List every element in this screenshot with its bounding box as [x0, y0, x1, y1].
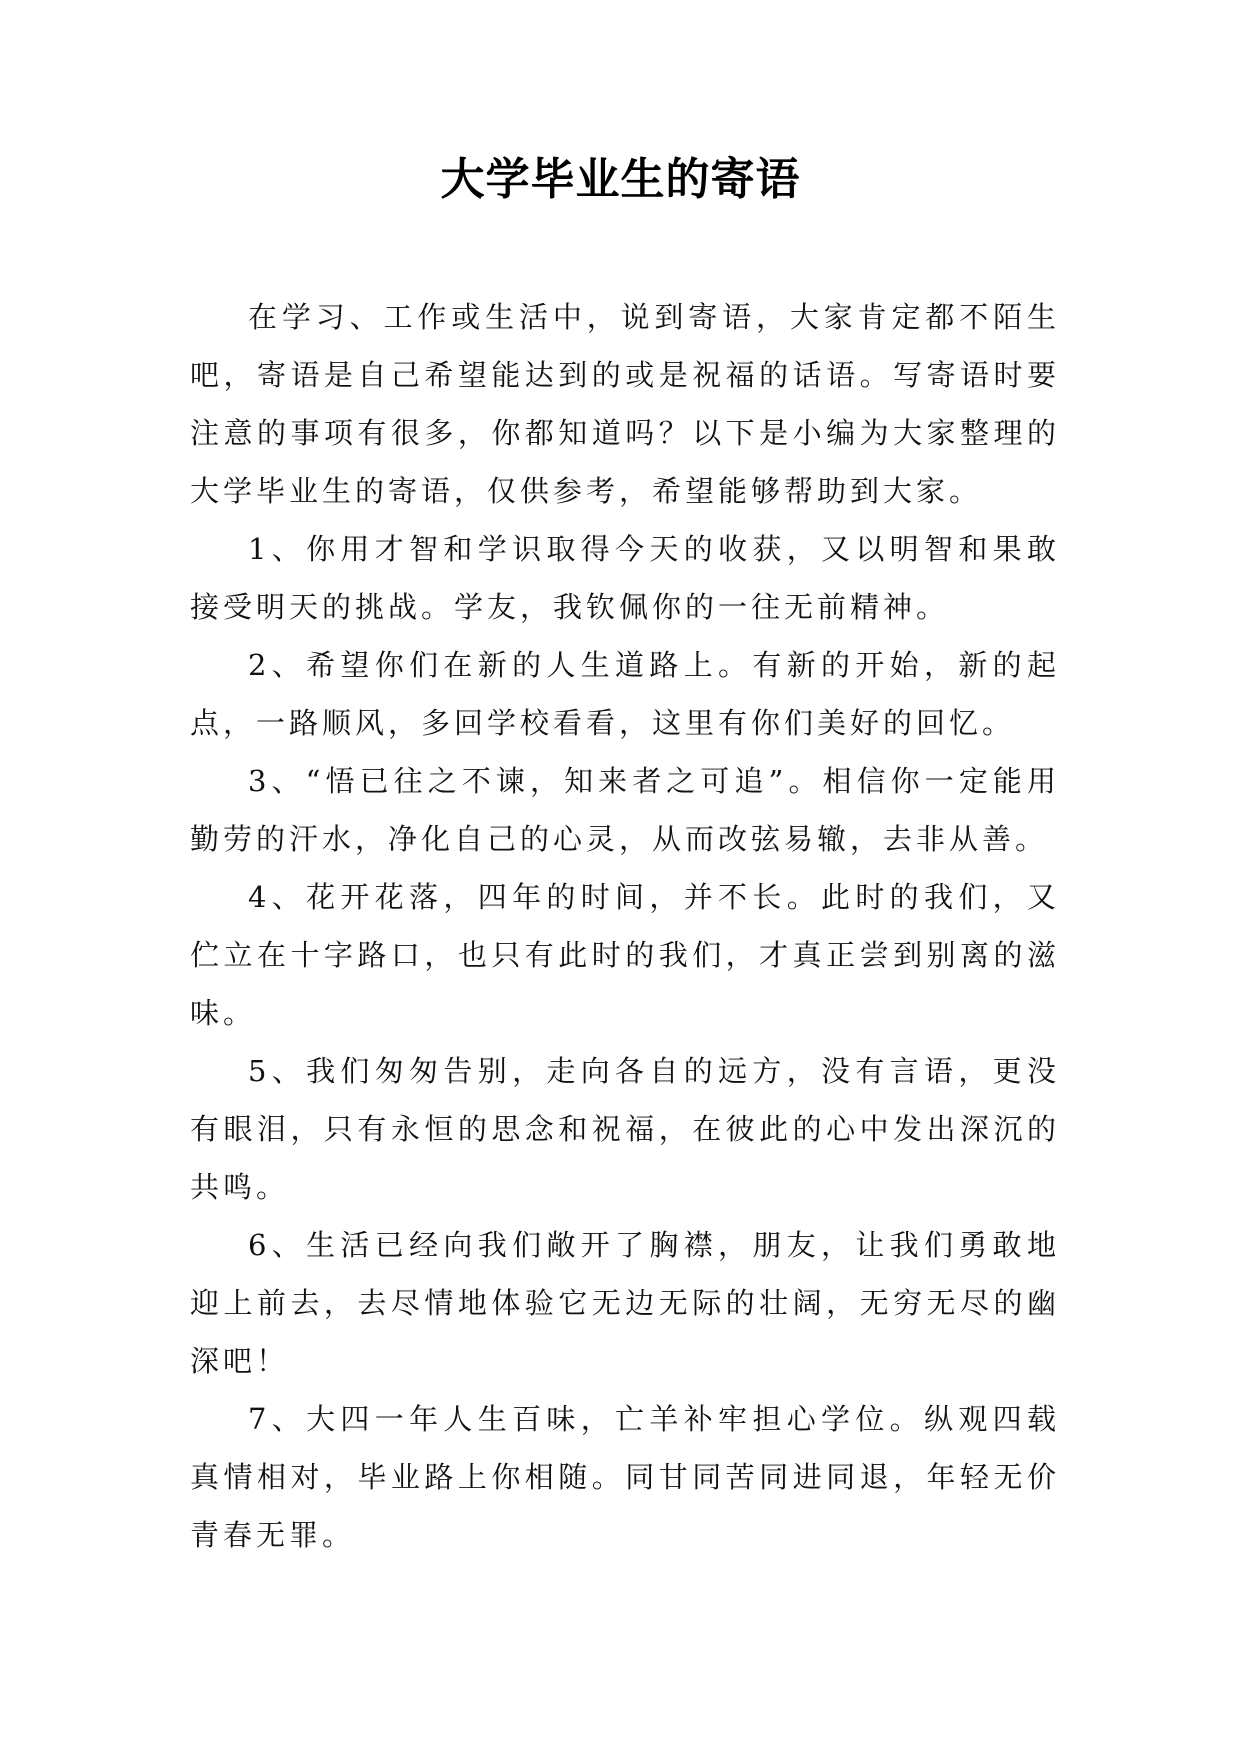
message-paragraph-4: 4、花开花落，四年的时间，并不长。此时的我们，又伫立在十字路口，也只有此时的我们，才真正尝到别离的滋味。: [190, 880, 1060, 1030]
message-paragraph-5: 5、我们匆匆告别，走向各自的远方，没有言语，更没有眼泪，只有永恒的思念和祝福，在彼此的心中发出深沉的共鸣。: [190, 1054, 1060, 1204]
message-paragraph-3: 3、“悟已往之不谏，知来者之可追”。相信你一定能用勤劳的汗水，净化自己的心灵，从而改弦易辙，去非从善。: [190, 764, 1060, 856]
intro-paragraph: 在学习、工作或生活中，说到寄语，大家肯定都不陌生吧，寄语是自己希望能达到的或是祝福的话语。写寄语时要注意的事项有很多，你都知道吗？以下是小编为大家整理的大学毕业生的寄语，仅供参考，希望能够帮助到大家。: [190, 300, 1060, 508]
message-paragraph-2: 2、希望你们在新的人生道路上。有新的开始，新的起点，一路顺风，多回学校看看，这里有你们美好的回忆。: [190, 648, 1060, 740]
message-paragraph-1: 1、你用才智和学识取得今天的收获，又以明智和果敢接受明天的挑战。学友，我钦佩你的一往无前精神。: [190, 532, 1060, 624]
message-paragraph-7: 7、大四一年人生百味，亡羊补牢担心学位。纵观四载真情相对，毕业路上你相随。同甘同苦同进同退，年轻无价青春无罪。: [190, 1402, 1060, 1552]
document-title: 大学毕业生的寄语: [440, 154, 801, 205]
message-paragraph-6: 6、生活已经向我们敞开了胸襟，朋友，让我们勇敢地迎上前去，去尽情地体验它无边无际的壮阔，无穷无尽的幽深吧！: [190, 1228, 1060, 1378]
document-body: [190, 288, 1060, 1564]
